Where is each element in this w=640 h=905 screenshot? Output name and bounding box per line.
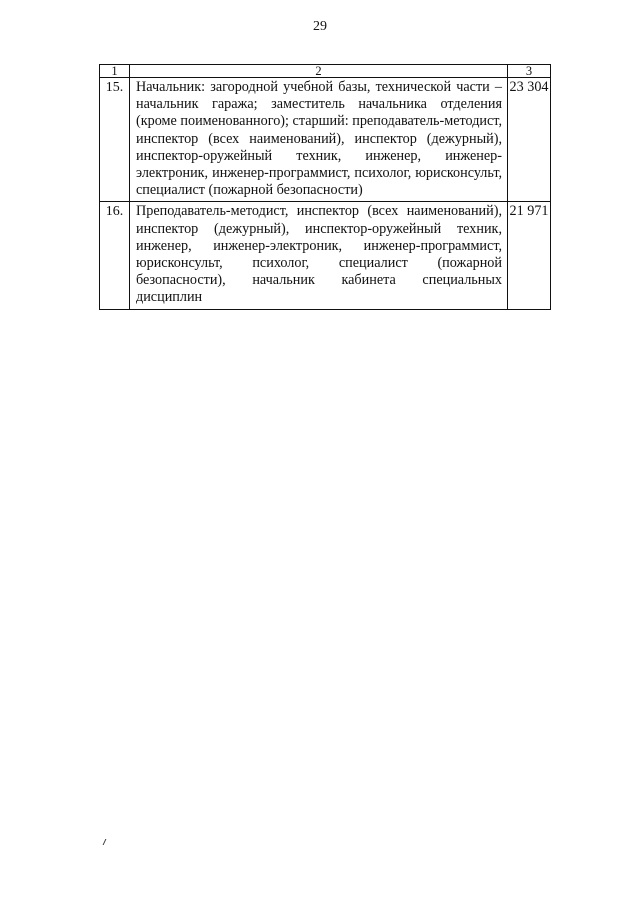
column-header-salary: 3: [508, 65, 551, 78]
column-header-number: 1: [100, 65, 130, 78]
row-salary: 23 304: [508, 78, 551, 202]
row-salary: 21 971: [508, 202, 551, 309]
salary-table: [99, 64, 551, 310]
table-row: [100, 78, 551, 202]
row-number: 16.: [100, 202, 130, 309]
row-positions: Преподаватель-методист, инспектор (всех наименований), инспектор (дежурный), инспектор-оружейный техник, инженер, инженер-электроник, инженер-программист, юрисконсульт, психолог, специалист (пожарной безопасности), начальник кабинета специальных дисциплин: [130, 202, 508, 309]
page-number: 29: [313, 19, 327, 34]
table-header-row: [100, 65, 551, 78]
row-number: 15.: [100, 78, 130, 202]
scan-mark: [103, 839, 110, 845]
column-header-positions: 2: [130, 65, 508, 78]
table-row: [100, 202, 551, 309]
row-positions: Начальник: загородной учебной базы, технической части – начальник гаража; заместитель начальника отделения (кроме поименованного); старший: преподаватель-методист, инспектор (всех наименований), инспектор (дежурный), инспектор-оружейный техник, инженер, инженер-электроник, инженер-программист, психолог, юрисконсульт, специалист (пожарной безопасности): [130, 78, 508, 202]
